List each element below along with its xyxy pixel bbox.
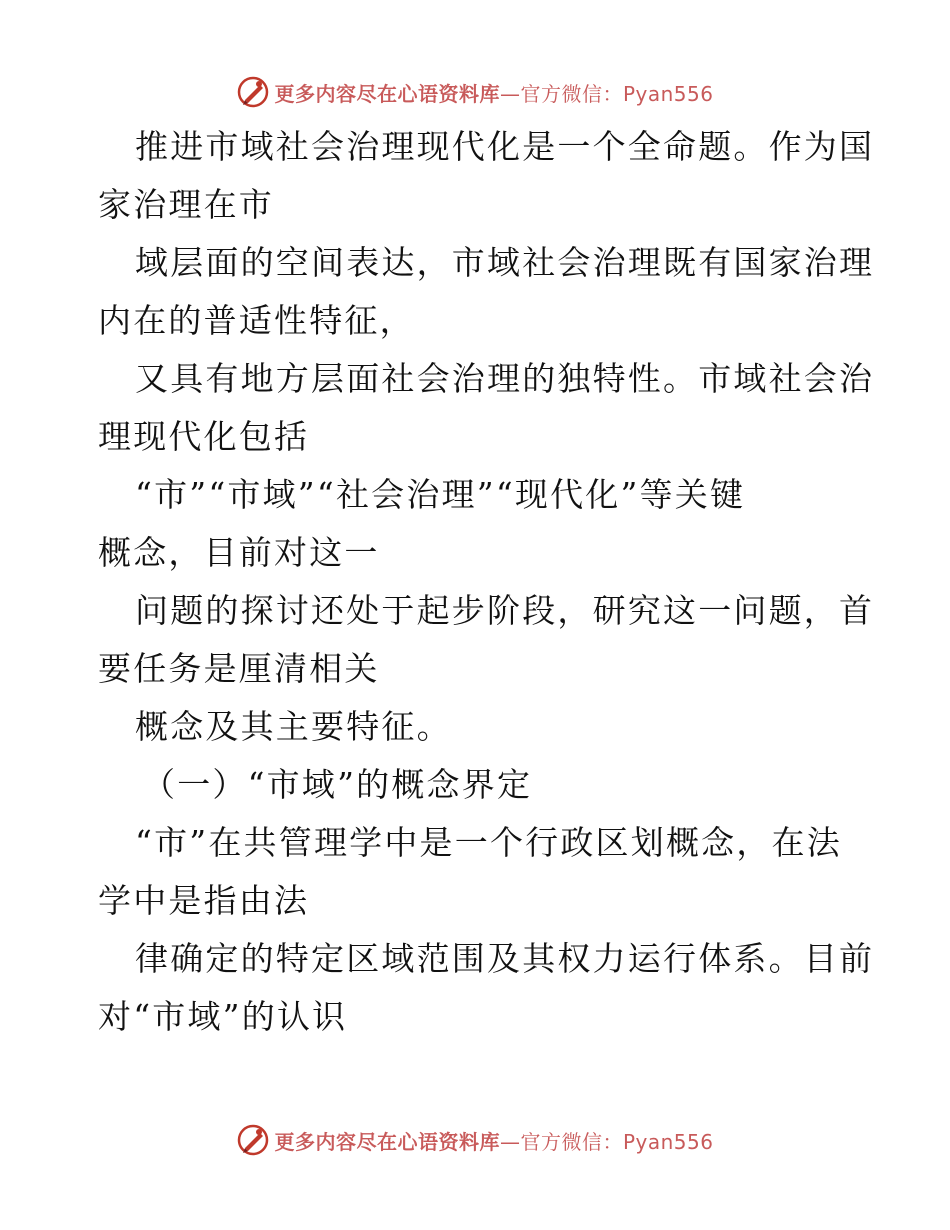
footer-contact: 官方微信：Pyan556 bbox=[520, 1129, 714, 1154]
paragraph-line: 理现代化包括 bbox=[98, 417, 310, 456]
section-heading: （一）“市域”的概念界定 bbox=[142, 765, 533, 804]
paragraph-line: 要任务是厘清相关 bbox=[98, 649, 380, 688]
paragraph-line: 推进市域社会治理现代化是一个全命题。作为国 bbox=[135, 127, 875, 166]
header-separator: — bbox=[499, 81, 521, 106]
pen-logo-icon bbox=[236, 1123, 270, 1157]
paragraph-line: 家治理在市 bbox=[98, 185, 274, 224]
document-body bbox=[98, 118, 875, 1046]
paragraph-line: 内在的普适性特征， bbox=[98, 301, 415, 340]
paragraph-line: 概念，目前对这一 bbox=[98, 533, 380, 572]
footer-banner bbox=[0, 1120, 950, 1160]
header-banner bbox=[0, 72, 950, 112]
paragraph-line: 域层面的空间表达，市域社会治理既有国家治理 bbox=[135, 243, 875, 282]
paragraph-line: 学中是指由法 bbox=[98, 881, 310, 920]
paragraph-line: 对“市域”的认识 bbox=[98, 997, 348, 1036]
paragraph-line: 又具有地方层面社会治理的独特性。市域社会治 bbox=[135, 359, 875, 398]
footer-separator: — bbox=[499, 1129, 521, 1154]
header-contact: 官方微信：Pyan556 bbox=[520, 81, 714, 106]
paragraph-line: “市”“市域”“社会治理”“现代化”等关键 bbox=[135, 475, 746, 514]
pen-logo-icon bbox=[236, 75, 270, 109]
footer-site-name: 更多内容尽在心语资料库 bbox=[274, 1129, 500, 1154]
paragraph-line: 概念及其主要特征。 bbox=[135, 707, 452, 746]
header-site-name: 更多内容尽在心语资料库 bbox=[274, 81, 500, 106]
paragraph-line: 问题的探讨还处于起步阶段，研究这一问题，首 bbox=[135, 591, 875, 630]
paragraph-line: 律确定的特定区域范围及其权力运行体系。目前 bbox=[135, 939, 875, 978]
paragraph-line: “市”在共管理学中是一个行政区划概念，在法 bbox=[135, 823, 842, 862]
